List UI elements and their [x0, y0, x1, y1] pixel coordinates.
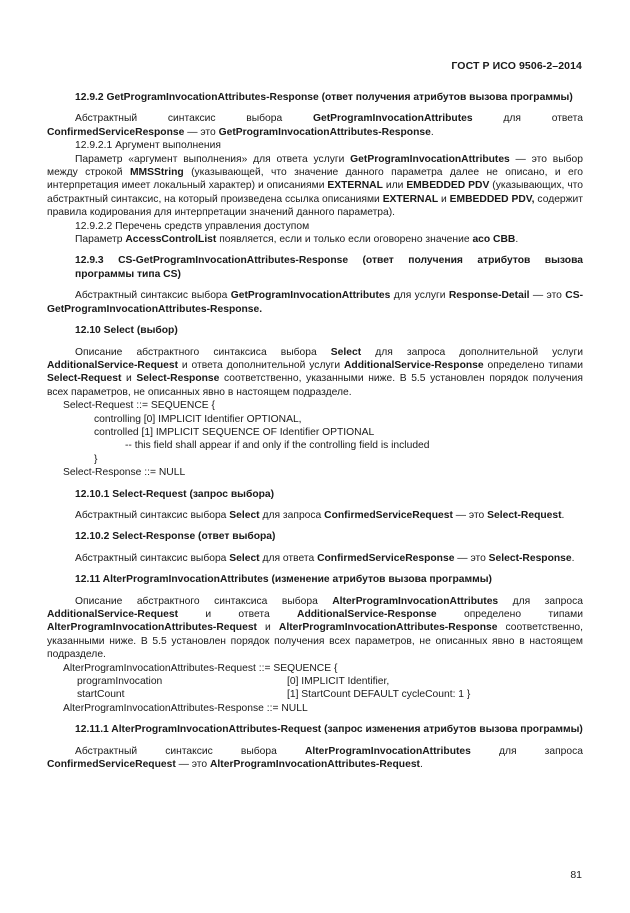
- paragraph-12-11-1: Абстрактный синтаксис выбора AlterProgramInvocationAttributes для запроса ConfirmedServiceRequest — это AlterProgramInvocationAttributes-Request.: [47, 745, 583, 771]
- code-field-type: [0] IMPLICIT Identifier,: [287, 676, 390, 688]
- code-field-type: [1] StartCount DEFAULT cycleCount: 1 }: [287, 689, 471, 701]
- code-field-name: programInvocation: [77, 676, 163, 688]
- document-body: [47, 91, 583, 779]
- paragraph-12-9-2-1: Параметр «аргумент выполнения» для ответа услуги GetProgramInvocationAttributes — это выбор между строкой MMSString (указывающей, что значение данного параметра далее не описано, и его интерпретация имеет локальный характер) и описаниями EXTERNAL или EMBEDDED PDV (указывающих, что абстрактный синтаксис, на который произведена ссылка описаниями EXTERNAL и EMBEDDED PDV, содержит правила кодирования для интерпретации значений данного параметра).: [47, 153, 584, 219]
- heading-12-10-2: 12.10.2 Select-Response (ответ выбора): [75, 531, 276, 543]
- paragraph-12-9-2: Абстрактный синтаксис выбора GetProgramInvocationAttributes для ответа ConfirmedServiceResponse — это GetProgramInvocationAttributes-Response.: [47, 113, 583, 138]
- code-line: AlterProgramInvocationAttributes-Request ::= SEQUENCE {: [63, 662, 338, 674]
- paragraph-12-10-1: Абстрактный синтаксис выбора Select для запроса ConfirmedServiceRequest — это Select-Request.: [75, 509, 565, 521]
- subheading-12-9-2-2: 12.9.2.2 Перечень средств управления доступом: [75, 220, 310, 232]
- heading-12-9-3: 12.9.3 CS-GetProgramInvocationAttributes-Response (ответ получения атрибутов вызова программы типа CS): [75, 255, 583, 280]
- code-field-name: startCount: [77, 689, 125, 701]
- code-comment: -- this field shall appear if and only if the controlling field is included: [125, 440, 430, 452]
- paragraph-12-10: Описание абстрактного синтаксиса выбора Select для запроса дополнительной услуги AdditionalService-Request и ответа дополнительной услуги AdditionalService-Response определено типами Select-Request и Select-Response соответственно, указанными ниже. В 5.5 установлен порядок получения всех параметров, не описанных явно в настоящем подразделе.: [47, 346, 583, 398]
- heading-12-11: 12.11 AlterProgramInvocationAttributes (изменение атрибутов вызова программы): [75, 574, 492, 586]
- code-line: Select-Response ::= NULL: [63, 467, 186, 479]
- paragraph-12-9-3: Абстрактный синтаксис выбора GetProgramInvocationAttributes для услуги Response-Detail — это CS-GetProgramInvocationAttributes-Response.: [47, 290, 583, 315]
- heading-12-11-1: 12.11.1 AlterProgramInvocationAttributes-Request (запрос изменения атрибутов вызова программы): [75, 724, 583, 736]
- code-line: controlled [1] IMPLICIT SEQUENCE OF Identifier OPTIONAL: [94, 426, 375, 438]
- heading-12-9-2: 12.9.2 GetProgramInvocationAttributes-Response (ответ получения атрибутов вызова программы): [75, 92, 573, 103]
- paragraph-12-9-2-2: Параметр AccessControlList появляется, если и только если оговорено значение aco CBB.: [75, 234, 519, 246]
- heading-12-10: 12.10 Select (выбор): [75, 325, 178, 337]
- paragraph-12-11: Описание абстрактного синтаксиса выбора AlterProgramInvocationAttributes для запроса AdditionalService-Request и ответа AdditionalService-Response определено типами AlterProgramInvocationAttributes-Request и AlterProgramInvocationAttributes-Response соответственно, указанными ниже. В 5.5 установлен порядок получения всех параметров, не описанных явно в настоящем подразделе.: [47, 595, 583, 661]
- code-line: AlterProgramInvocationAttributes-Response ::= NULL: [63, 702, 308, 714]
- heading-12-10-1: 12.10.1 Select-Request (запрос выбора): [75, 488, 275, 500]
- subheading-12-9-2-1: 12.9.2.1 Аргумент выполнения: [75, 140, 221, 152]
- code-line: controlling [0] IMPLICIT Identifier OPTIONAL,: [94, 413, 302, 425]
- code-line: }: [94, 453, 98, 465]
- code-line: Select-Request ::= SEQUENCE {: [63, 400, 215, 412]
- standard-header: ГОСТ Р ИСО 9506-2–2014: [451, 60, 582, 72]
- code-field-row: [47, 688, 583, 701]
- paragraph-12-10-2: Абстрактный синтаксис выбора Select для ответа ConfirmedServiceResponse — это Select-Response.: [75, 552, 575, 564]
- code-field-row: [47, 675, 583, 688]
- page-number: 81: [570, 869, 582, 881]
